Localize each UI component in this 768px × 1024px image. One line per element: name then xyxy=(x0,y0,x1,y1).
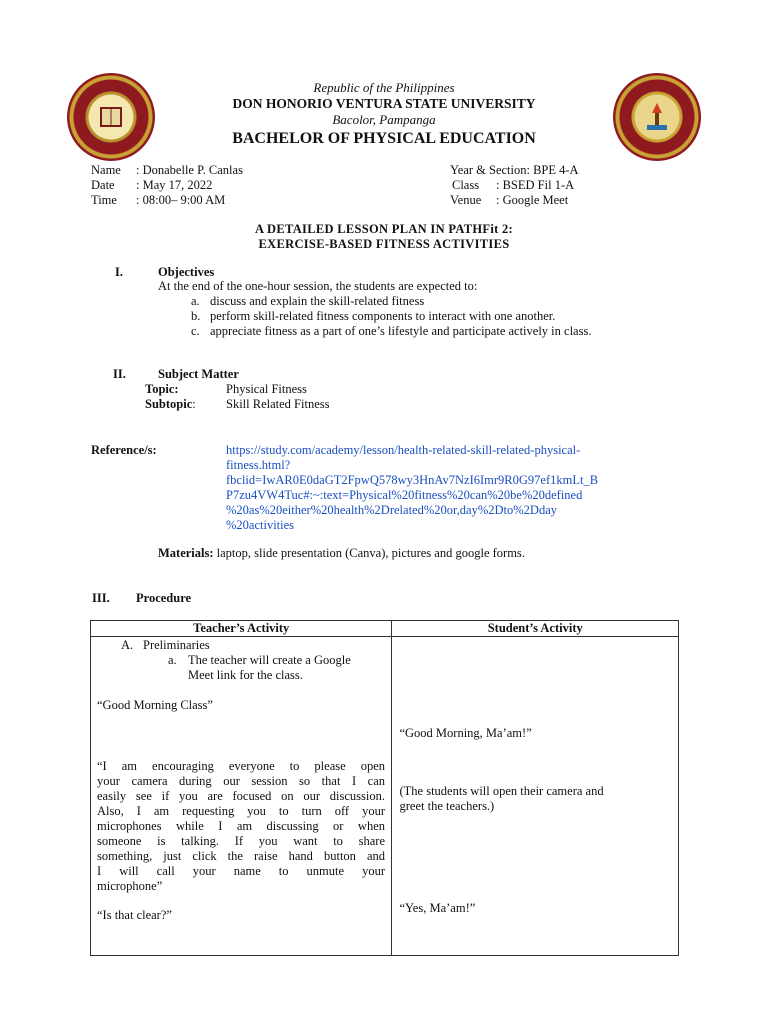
materials-line xyxy=(158,546,525,561)
objective-text: appreciate fitness as a part of one’s lifestyle and participate actively in class. xyxy=(210,324,592,338)
class-label: Class xyxy=(452,178,480,192)
preliminaries-label: Preliminaries xyxy=(143,638,210,652)
subtopic-label: Subtopic xyxy=(145,397,193,411)
objective-letter: a. xyxy=(191,294,200,308)
university-name: DON HONORIO VENTURA STATE UNIVERSITY xyxy=(232,96,536,111)
reference-link-line[interactable]: %20activities xyxy=(226,518,295,532)
step-text-line1: The teacher will create a Google xyxy=(188,653,351,667)
time-label: Time xyxy=(91,193,117,207)
preliminaries-letter: A. xyxy=(121,638,134,652)
materials-label: Materials: xyxy=(158,546,214,560)
subtopic-colon: : xyxy=(192,397,196,411)
encourage-line: Also, I am requesting you to turn off your xyxy=(97,804,385,818)
table-row xyxy=(91,637,679,956)
reference-link-line[interactable]: %20as%20either%20health%2Drelated%20or,day%2Dto%2Dday xyxy=(226,503,557,517)
lesson-plan-subtitle: EXERCISE-BASED FITNESS ACTIVITIES xyxy=(258,237,510,251)
name-label: Name xyxy=(91,163,121,177)
objectives-intro: At the end of the one-hour session, the students are expected to: xyxy=(158,279,478,293)
time-value: : 08:00– 9:00 AM xyxy=(136,193,226,207)
reference-label: Reference/s: xyxy=(91,443,157,457)
materials-value: laptop, slide presentation (Canva), pictures and google forms. xyxy=(213,546,525,560)
step-letter: a. xyxy=(168,653,177,667)
venue-value: : Google Meet xyxy=(496,193,569,207)
year-section: Year & Section: BPE 4-A xyxy=(450,163,579,177)
objectives-heading: Objectives xyxy=(158,265,215,279)
teacher-greeting: “Good Morning Class” xyxy=(97,698,213,712)
subject-heading: Subject Matter xyxy=(158,367,239,381)
lesson-plan-title: A DETAILED LESSON PLAN IN PATHFit 2: xyxy=(254,222,514,236)
encourage-line: something, just click the raise hand button and xyxy=(97,849,385,863)
student-activity-cell xyxy=(392,637,679,956)
reference-link-line[interactable]: https://study.com/academy/lesson/health-related-skill-related-physical- xyxy=(226,443,581,457)
encourage-line-last: microphone” xyxy=(97,879,163,893)
encourage-line: easily see if you are focused on our discussion. xyxy=(97,789,385,803)
procedure-table xyxy=(90,620,679,956)
venue-label: Venue xyxy=(450,193,482,207)
objectives-numeral: I. xyxy=(115,265,123,279)
subtopic-label-wrap xyxy=(145,397,196,412)
topic-label: Topic: xyxy=(145,382,179,396)
encourage-line: “I am encouraging everyone to please open xyxy=(97,759,385,773)
subtopic-value: Skill Related Fitness xyxy=(226,397,330,411)
encourage-line: I will call your name to unmute your xyxy=(97,864,385,878)
step-text-line2: Meet link for the class. xyxy=(188,668,303,682)
teacher-activity-header: Teacher’s Activity xyxy=(91,621,392,637)
reference-link-line[interactable]: P7zu4VW4Tuc#:~:text=Physical%20fitness%20can%20be%20defined xyxy=(226,488,583,502)
objective-text: perform skill-related fitness components to interact with one another. xyxy=(210,309,556,323)
teacher-activity-cell xyxy=(91,637,392,956)
student-answer: “Yes, Ma’am!” xyxy=(399,901,476,915)
topic-value: Physical Fitness xyxy=(226,382,307,396)
procedure-heading: Procedure xyxy=(136,591,192,605)
table-header-row xyxy=(91,621,679,637)
name-value: : Donabelle P. Canlas xyxy=(136,163,243,177)
subject-numeral: II. xyxy=(113,367,126,381)
student-greeting: “Good Morning, Ma’am!” xyxy=(399,726,532,740)
class-value: : BSED Fil 1-A xyxy=(496,178,575,192)
student-camera-line1: (The students will open their camera and xyxy=(399,784,604,798)
objective-letter: c. xyxy=(191,324,200,338)
objective-letter: b. xyxy=(191,309,201,323)
republic-label: Republic of the Philippines xyxy=(313,80,455,95)
date-label: Date xyxy=(91,178,115,192)
program-title: BACHELOR OF PHYSICAL EDUCATION xyxy=(232,130,536,147)
date-value: : May 17, 2022 xyxy=(136,178,213,192)
objective-text: discuss and explain the skill-related fitness xyxy=(210,294,425,308)
encourage-line: your camera during our session so that I can xyxy=(97,774,385,788)
teacher-question: “Is that clear?” xyxy=(97,908,172,922)
reference-link-line[interactable]: fbclid=IwAR0E0daGT2FpwQ578wy3HnAv7NzI6Imr9R0G97ef1kmLt_B xyxy=(226,473,599,487)
encourage-line: microphones while I am discussing or when xyxy=(97,819,385,833)
encourage-line: someone is talking. If you want to share xyxy=(97,834,385,848)
student-camera-line2: greet the teachers.) xyxy=(399,799,495,813)
student-activity-header: Student’s Activity xyxy=(392,621,679,637)
university-location: Bacolor, Pampanga xyxy=(332,112,436,127)
procedure-numeral: III. xyxy=(92,591,110,605)
reference-link-line[interactable]: fitness.html? xyxy=(226,458,291,472)
